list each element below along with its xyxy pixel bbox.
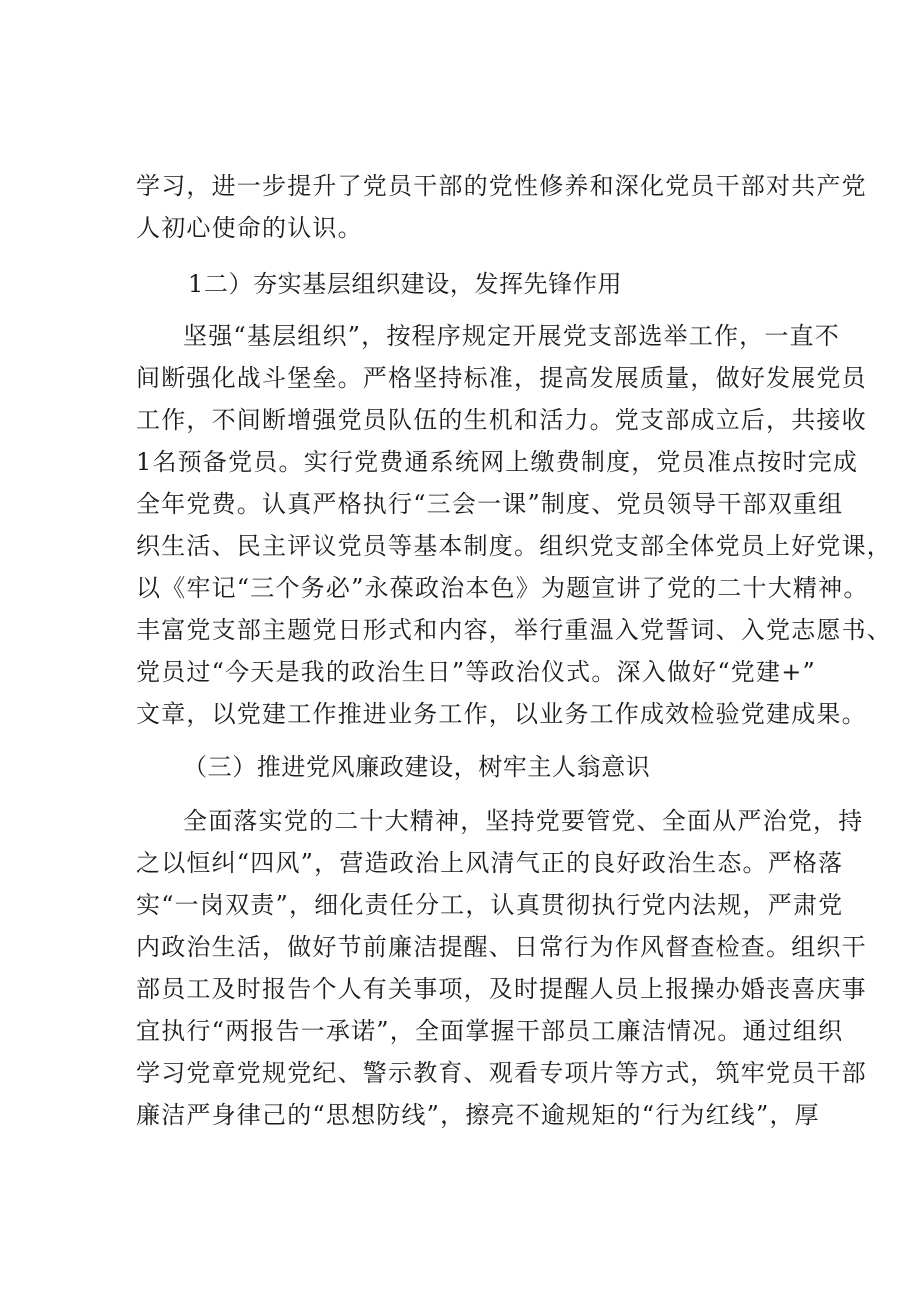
section-heading-2: 1二）夯实基层组织建设，发挥先锋作用 (188, 270, 623, 298)
paragraph-line: 间断强化战斗堡垒。严格坚持标准，提高发展质量，做好发展党员 (136, 364, 867, 392)
paragraph-line: 全面落实党的二十大精神，坚持党要管党、全面从严治党，持 (183, 807, 864, 835)
paragraph-line: 宜执行“两报告一承诺”，全面掌握干部员工廉洁情况。通过组织 (136, 1017, 844, 1045)
paragraph-line: 廉洁严身律己的“思想防线”，擦亮不逾规矩的“行为红线”，厚 (136, 1101, 820, 1129)
paragraph-line: 丰富党支部主题党日形式和内容，举行重温入党誓词、入党志愿书、 (136, 616, 892, 644)
paragraph-line: 学习党章党规党纪、警示教育、观看专项片等方式，筑牢党员干部 (136, 1059, 867, 1087)
paragraph-line: 坚强“基层组织”，按程序规定开展党支部选举工作，一直不 (183, 322, 840, 350)
paragraph-line: 党员过“今天是我的政治生日”等政治仪式。深入做好“党建+” (136, 658, 816, 686)
paragraph-line: 部员工及时报告个人有关事项，及时提醒人员上报操办婚丧喜庆事 (136, 975, 867, 1003)
paragraph-line: 之以恒纠“四风”，营造政治上风清气正的良好政治生态。严格落 (136, 849, 844, 877)
paragraph-line: 学习，进一步提升了党员干部的党性修养和深化党员干部对共产党 (136, 172, 867, 200)
paragraph-line: 工作，不间断增强党员队伍的生机和活力。党支部成立后，共接收 (136, 406, 867, 434)
paragraph-line: 织生活、民主评议党员等基本制度。组织党支部全体党员上好党课， (136, 532, 892, 560)
paragraph-line: 以《牢记“三个务必”永葆政治本色》为题宣讲了党的二十大精神。 (136, 574, 869, 602)
paragraph-line: 实“一岗双责”，细化责任分工，认真贯彻执行党内法规，严肃党 (136, 891, 844, 919)
paragraph-line: 内政治生活，做好节前廉洁提醒、日常行为作风督查检查。组织干 (136, 933, 867, 961)
paragraph-line: 全年党费。认真严格执行“三会一课”制度、党员领导干部双重组 (136, 490, 844, 518)
paragraph-line: 文章，以党建工作推进业务工作，以业务工作成效检验党建成果。 (136, 700, 867, 728)
section-heading-3: （三）推进党风廉政建设，树牢主人翁意识 (183, 753, 651, 781)
paragraph-line: 1名预备党员。实行党费通系统网上缴费制度，党员准点按时完成 (136, 448, 859, 476)
paragraph-line: 人初心使命的认识。 (136, 214, 363, 242)
